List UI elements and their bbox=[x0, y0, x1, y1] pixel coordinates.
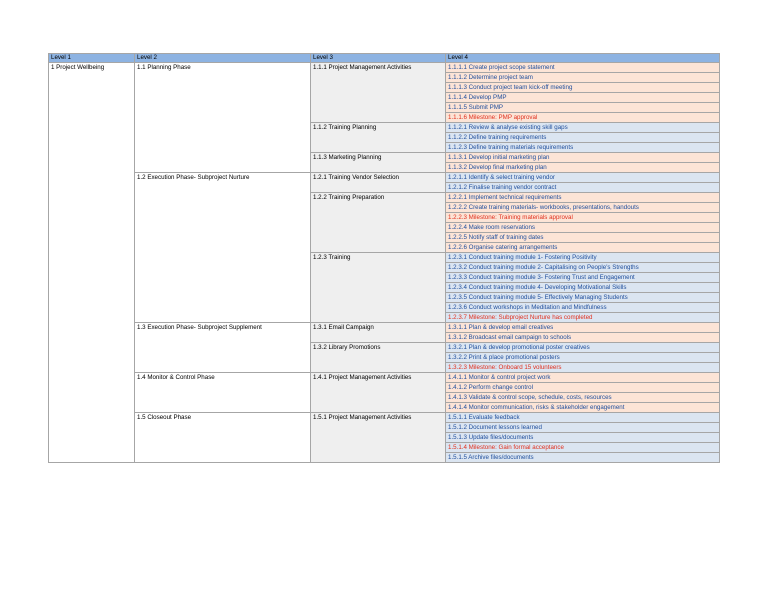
header-level-4: Level 4 bbox=[446, 54, 720, 63]
level-1-cell: 1 Project Wellbeing bbox=[49, 63, 135, 463]
header-level-2: Level 2 bbox=[135, 54, 311, 63]
task-cell: 1.2.2.1 Implement technical requirements bbox=[446, 193, 720, 203]
task-cell: 1.4.1.1 Monitor & control project work bbox=[446, 373, 720, 383]
task-cell: 1.5.1.1 Evaluate feedback bbox=[446, 413, 720, 423]
task-cell: 1.3.1.1 Plan & develop email creatives bbox=[446, 323, 720, 333]
task-cell: 1.2.3.6 Conduct workshops in Meditation and Mindfulness bbox=[446, 303, 720, 313]
task-cell: 1.1.2.3 Define training materials requirements bbox=[446, 143, 720, 153]
wbs-body bbox=[49, 63, 720, 463]
level-3-cell: 1.2.3 Training bbox=[311, 253, 446, 323]
task-cell: 1.2.2.5 Notify staff of training dates bbox=[446, 233, 720, 243]
task-cell: 1.1.3.2 Develop final marketing plan bbox=[446, 163, 720, 173]
milestone-cell: 1.2.3.7 Milestone: Subproject Nurture has completed bbox=[446, 313, 720, 323]
level-3-cell: 1.3.2 Library Promotions bbox=[311, 343, 446, 373]
level-3-cell: 1.1.2 Training Planning bbox=[311, 123, 446, 153]
level-2-cell: 1.5 Closeout Phase bbox=[135, 413, 311, 463]
level-3-cell: 1.2.1 Training Vendor Selection bbox=[311, 173, 446, 193]
task-cell: 1.1.2.1 Review & analyse existing skill gaps bbox=[446, 123, 720, 133]
task-cell: 1.2.3.4 Conduct training module 4- Developing Motivational Skills bbox=[446, 283, 720, 293]
milestone-cell: 1.5.1.4 Milestone: Gain formal acceptance bbox=[446, 443, 720, 453]
task-cell: 1.4.1.3 Validate & control scope, schedule, costs, resources bbox=[446, 393, 720, 403]
task-cell: 1.2.3.1 Conduct training module 1- Fostering Positivity bbox=[446, 253, 720, 263]
task-cell: 1.3.2.1 Plan & develop promotional poster creatives bbox=[446, 343, 720, 353]
milestone-cell: 1.1.1.6 Milestone: PMP approval bbox=[446, 113, 720, 123]
table-row bbox=[49, 413, 720, 423]
task-cell: 1.2.2.6 Organise catering arrangements bbox=[446, 243, 720, 253]
table-row bbox=[49, 173, 720, 183]
header-row bbox=[49, 54, 720, 63]
task-cell: 1.3.2.2 Print & place promotional posters bbox=[446, 353, 720, 363]
task-cell: 1.5.1.2 Document lessons learned bbox=[446, 423, 720, 433]
task-cell: 1.2.2.2 Create training materials- workbooks, presentations, handouts bbox=[446, 203, 720, 213]
milestone-cell: 1.2.2.3 Milestone: Training materials approval bbox=[446, 213, 720, 223]
task-cell: 1.4.1.2 Perform change control bbox=[446, 383, 720, 393]
level-3-cell: 1.5.1 Project Management Activities bbox=[311, 413, 446, 463]
task-cell: 1.2.1.2 Finalise training vendor contract bbox=[446, 183, 720, 193]
task-cell: 1.1.1.5 Submit PMP bbox=[446, 103, 720, 113]
task-cell: 1.2.2.4 Make room reservations bbox=[446, 223, 720, 233]
table-row bbox=[49, 63, 720, 73]
task-cell: 1.1.1.3 Conduct project team kick-off meeting bbox=[446, 83, 720, 93]
task-cell: 1.1.1.4 Develop PMP bbox=[446, 93, 720, 103]
milestone-cell: 1.3.2.3 Milestone: Onboard 15 volunteers bbox=[446, 363, 720, 373]
level-3-cell: 1.3.1 Email Campaign bbox=[311, 323, 446, 343]
level-3-cell: 1.1.1 Project Management Activities bbox=[311, 63, 446, 123]
task-cell: 1.3.1.2 Broadcast email campaign to schools bbox=[446, 333, 720, 343]
header-level-1: Level 1 bbox=[49, 54, 135, 63]
task-cell: 1.2.3.2 Conduct training module 2- Capitalising on People's Strengths bbox=[446, 263, 720, 273]
task-cell: 1.1.2.2 Define training requirements bbox=[446, 133, 720, 143]
task-cell: 1.4.1.4 Monitor communication, risks & stakeholder engagement bbox=[446, 403, 720, 413]
level-2-cell: 1.4 Monitor & Control Phase bbox=[135, 373, 311, 413]
level-2-cell: 1.2 Execution Phase- Subproject Nurture bbox=[135, 173, 311, 323]
task-cell: 1.1.1.1 Create project scope statement bbox=[446, 63, 720, 73]
task-cell: 1.1.3.1 Develop initial marketing plan bbox=[446, 153, 720, 163]
table-row bbox=[49, 323, 720, 333]
task-cell: 1.1.1.2 Determine project team bbox=[446, 73, 720, 83]
task-cell: 1.5.1.5 Archive files/documents bbox=[446, 453, 720, 463]
level-3-cell: 1.2.2 Training Preparation bbox=[311, 193, 446, 253]
task-cell: 1.2.1.1 Identify & select training vendor bbox=[446, 173, 720, 183]
level-2-cell: 1.1 Planning Phase bbox=[135, 63, 311, 173]
level-2-cell: 1.3 Execution Phase- Subproject Supplement bbox=[135, 323, 311, 373]
task-cell: 1.5.1.3 Update files/documents bbox=[446, 433, 720, 443]
wbs-table bbox=[48, 53, 720, 463]
header-level-3: Level 3 bbox=[311, 54, 446, 63]
level-3-cell: 1.1.3 Marketing Planning bbox=[311, 153, 446, 173]
task-cell: 1.2.3.5 Conduct training module 5- Effectively Managing Students bbox=[446, 293, 720, 303]
task-cell: 1.2.3.3 Conduct training module 3- Fostering Trust and Engagement bbox=[446, 273, 720, 283]
level-3-cell: 1.4.1 Project Management Activities bbox=[311, 373, 446, 413]
table-row bbox=[49, 373, 720, 383]
